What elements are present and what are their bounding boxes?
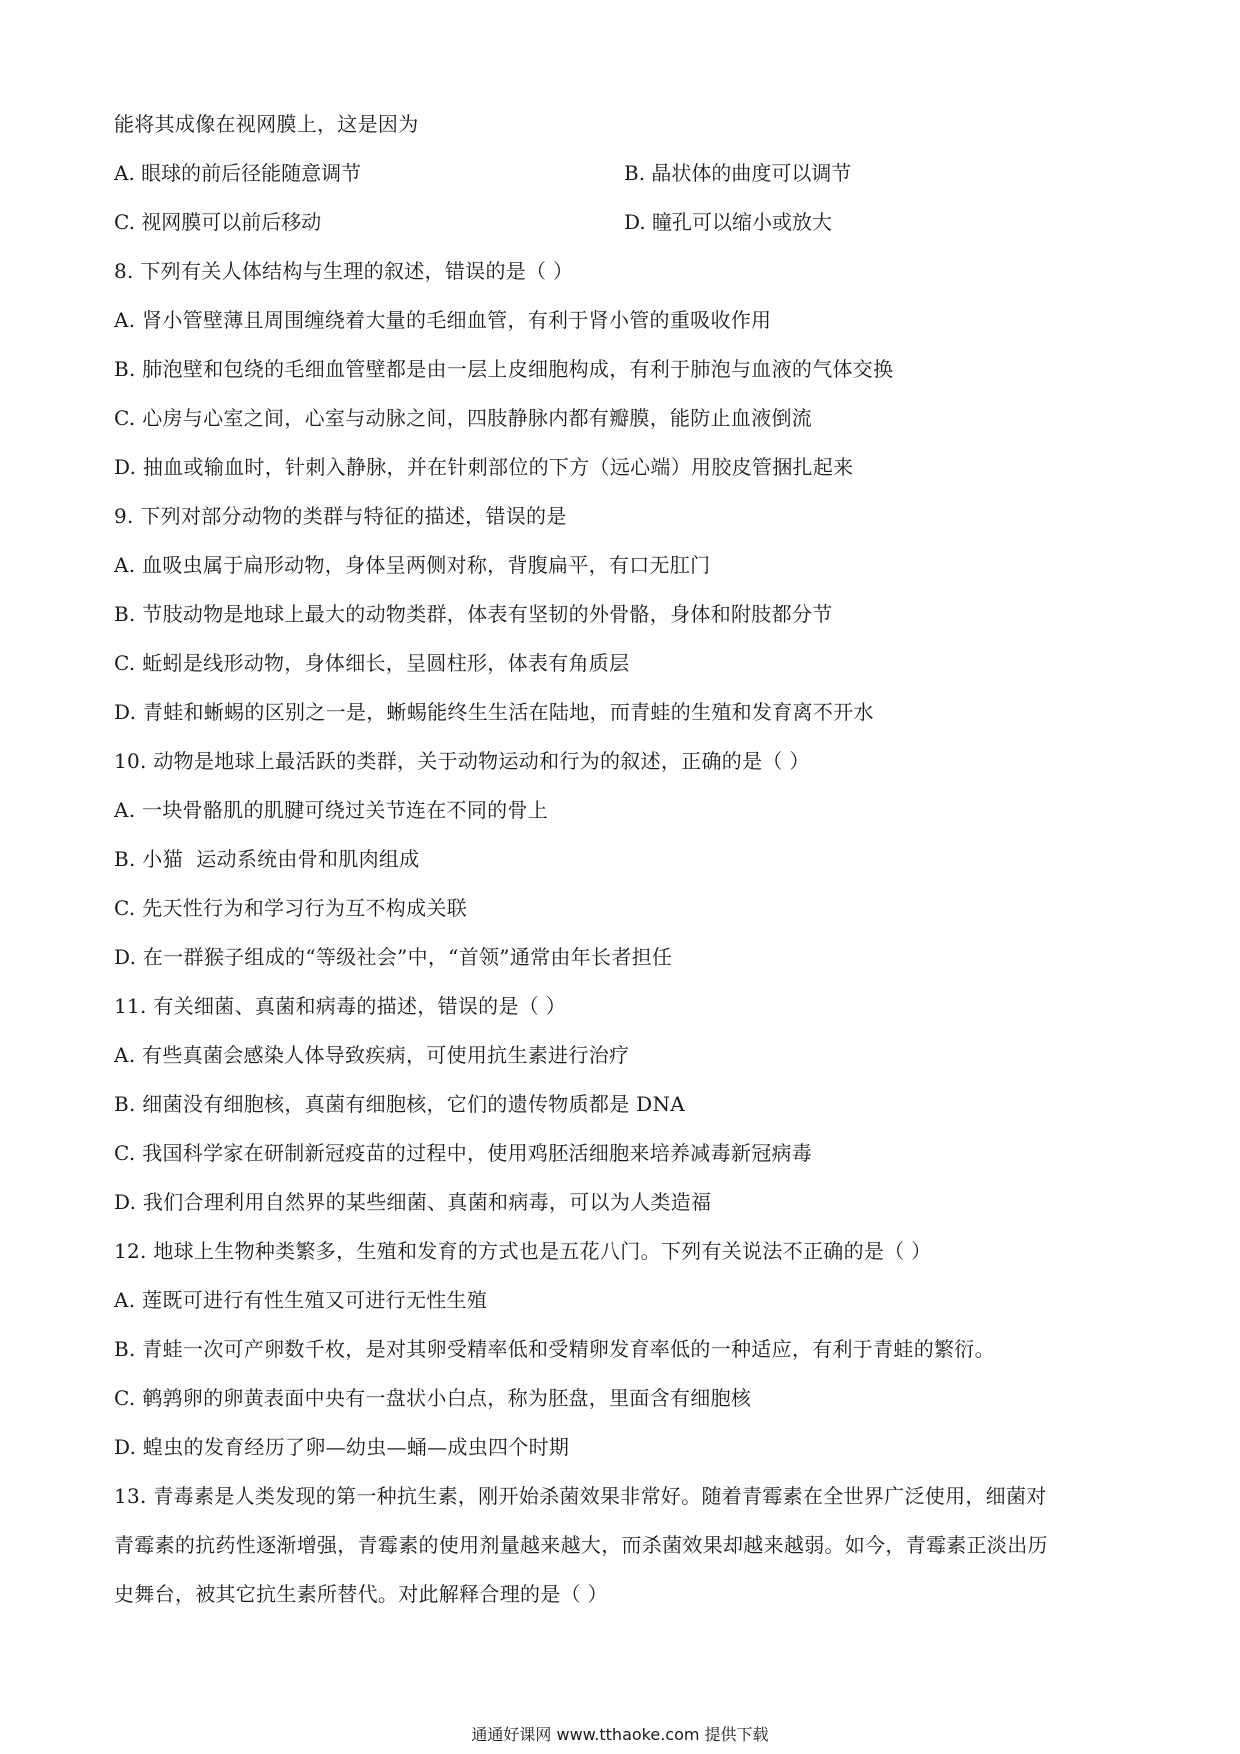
option-b: B. 青蛙一次可产卵数千枚，是对其卵受精率低和受精卵发育率低的一种适应，有利于青蛙的繁衍。 xyxy=(114,1337,995,1361)
q7-option-b: B. 晶状体的曲度可以调节 xyxy=(624,161,852,185)
option-d: D. 抽血或输血时，针刺入静脉，并在针刺部位的下方（远心端）用胶皮管捆扎起来 xyxy=(114,455,854,479)
question-stem: 9. 下列对部分动物的类群与特征的描述，错误的是 xyxy=(114,504,567,528)
option-d: D. 青蛙和蜥蜴的区别之一是，蜥蜴能终生生活在陆地，而青蛙的生殖和发育离不开水 xyxy=(114,700,874,724)
option-a: A. 莲既可进行有性生殖又可进行无性生殖 xyxy=(114,1288,488,1312)
question-stem-line-2: 青霉素的抗药性逐渐增强，青霉素的使用剂量越来越大，而杀菌效果却越来越弱。如今，青霉素正淡出历 xyxy=(114,1533,1048,1557)
q7-option-d: D. 瞳孔可以缩小或放大 xyxy=(624,210,833,234)
question-stem: 10. 动物是地球上最活跃的类群，关于动物运动和行为的叙述，正确的是（ ） xyxy=(114,749,810,773)
question-stem: 11. 有关细菌、真菌和病毒的描述，错误的是（ ） xyxy=(114,994,567,1018)
question-13 xyxy=(114,1472,1134,1619)
option-c: C. 蚯蚓是线形动物，身体细长，呈圆柱形，体表有角质层 xyxy=(114,651,630,675)
option-a: A. 有些真菌会感染人体导致疾病，可使用抗生素进行治疗 xyxy=(114,1043,630,1067)
intro-line: 能将其成像在视网膜上，这是因为 xyxy=(114,112,419,136)
question-10 xyxy=(114,737,1134,982)
option-a: A. 一块骨骼肌的肌腱可绕过关节连在不同的骨上 xyxy=(114,798,549,822)
option-a: A. 肾小管壁薄且周围缠绕着大量的毛细血管，有利于肾小管的重吸收作用 xyxy=(114,308,772,332)
option-b: B. 小猫 运动系统由骨和肌肉组成 xyxy=(114,847,420,871)
option-c: C. 心房与心室之间，心室与动脉之间，四肢静脉内都有瓣膜，能防止血液倒流 xyxy=(114,406,813,430)
question-12 xyxy=(114,1227,1134,1472)
page-content xyxy=(114,100,1134,1619)
q7-options-row-2 xyxy=(114,198,1134,247)
q7-option-a: A. 眼球的前后径能随意调节 xyxy=(114,161,362,185)
q7-options-row-1 xyxy=(114,149,1134,198)
page-footer: 通通好课网 www.tthaoke.com 提供下载 xyxy=(471,1725,769,1744)
option-b: B. 细菌没有细胞核，真菌有细胞核，它们的遗传物质都是 DNA xyxy=(114,1092,686,1116)
question-stem-line-1: 13. 青毒素是人类发现的第一种抗生素，刚开始杀菌效果非常好。随着青霉素在全世界广泛使用，细菌对 xyxy=(114,1484,1047,1508)
question-9 xyxy=(114,492,1134,737)
option-a: A. 血吸虫属于扁形动物，身体呈两侧对称，背腹扁平，有口无肛门 xyxy=(114,553,711,577)
option-c: C. 鹌鹑卵的卵黄表面中央有一盘状小白点，称为胚盘，里面含有细胞核 xyxy=(114,1386,752,1410)
option-c: C. 先天性行为和学习行为互不构成关联 xyxy=(114,896,468,920)
q7-option-c: C. 视网膜可以前后移动 xyxy=(114,210,322,234)
question-stem: 8. 下列有关人体结构与生理的叙述，错误的是（ ） xyxy=(114,259,574,283)
question-11 xyxy=(114,982,1134,1227)
option-b: B. 肺泡壁和包绕的毛细血管壁都是由一层上皮细胞构成，有利于肺泡与血液的气体交换 xyxy=(114,357,894,381)
option-d: D. 在一群猴子组成的“等级社会”中，“首领”通常由年长者担任 xyxy=(114,945,673,969)
option-d: D. 我们合理利用自然界的某些细菌、真菌和病毒，可以为人类造福 xyxy=(114,1190,712,1214)
question-stem-line-3: 史舞台，被其它抗生素所替代。对此解释合理的是（ ） xyxy=(114,1582,608,1606)
question-8 xyxy=(114,247,1134,492)
question-stem: 12. 地球上生物种类繁多，生殖和发育的方式也是五花八门。下列有关说法不正确的是（ ） xyxy=(114,1239,932,1263)
option-b: B. 节肢动物是地球上最大的动物类群，体表有坚韧的外骨骼，身体和附肢都分节 xyxy=(114,602,833,626)
option-d: D. 蝗虫的发育经历了卵—幼虫—蛹—成虫四个时期 xyxy=(114,1435,570,1459)
option-c: C. 我国科学家在研制新冠疫苗的过程中，使用鸡胚活细胞来培养减毒新冠病毒 xyxy=(114,1141,813,1165)
